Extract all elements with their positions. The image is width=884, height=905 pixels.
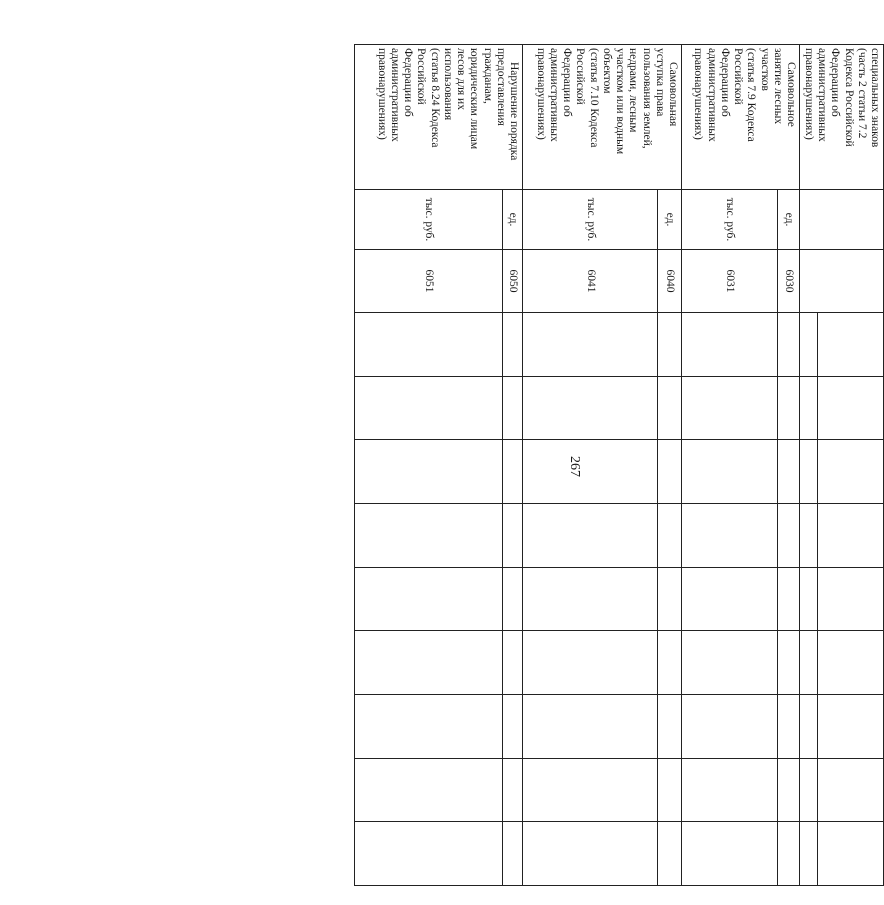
row-6-unit: тыс. руб. <box>355 190 503 250</box>
row-3-name: Самовольная уступка права пользования землей, недрами, лесным участком или водным объектом (статья 7.10 Кодекса Российской Федерации об административных правонарушениях) <box>523 45 682 190</box>
row-2-code: 6031 <box>682 250 778 313</box>
row-2-unit: тыс. руб. <box>682 190 778 250</box>
row-5-code: 6050 <box>503 250 523 313</box>
table-row <box>658 45 682 886</box>
row-0-unit <box>800 190 884 250</box>
row-5-name: Нарушение порядка предоставления гражданам, юридическим лицам лесов для их использования (статья 8.24 Кодекса Российской Федерации об административных правонарушениях) <box>355 45 523 190</box>
row-6-code: 6051 <box>355 250 503 313</box>
row-1-name: Самовольное занятие лесных участков (статья 7.9 Кодекса Российской Федерации об административных правонарушениях) <box>682 45 800 190</box>
row-1-unit: ед. <box>778 190 800 250</box>
page-number: 267 <box>567 456 582 477</box>
row-5-unit: ед. <box>503 190 523 250</box>
rotated-table-wrapper <box>355 44 884 886</box>
row-0-code <box>800 250 884 313</box>
row-3-code: 6040 <box>658 250 682 313</box>
row-1-code: 6030 <box>778 250 800 313</box>
row-4-unit: тыс. руб. <box>523 190 658 250</box>
table-row <box>818 45 884 886</box>
table-row <box>778 45 800 886</box>
row-0-name: специальных знаков (часть 2 статьи 7.2 Кодекса Российской Федерации об административных правонарушениях) <box>800 45 884 190</box>
statistics-table <box>354 44 884 886</box>
row-3-unit: ед. <box>658 190 682 250</box>
row-4-code: 6041 <box>523 250 658 313</box>
table-row <box>503 45 523 886</box>
